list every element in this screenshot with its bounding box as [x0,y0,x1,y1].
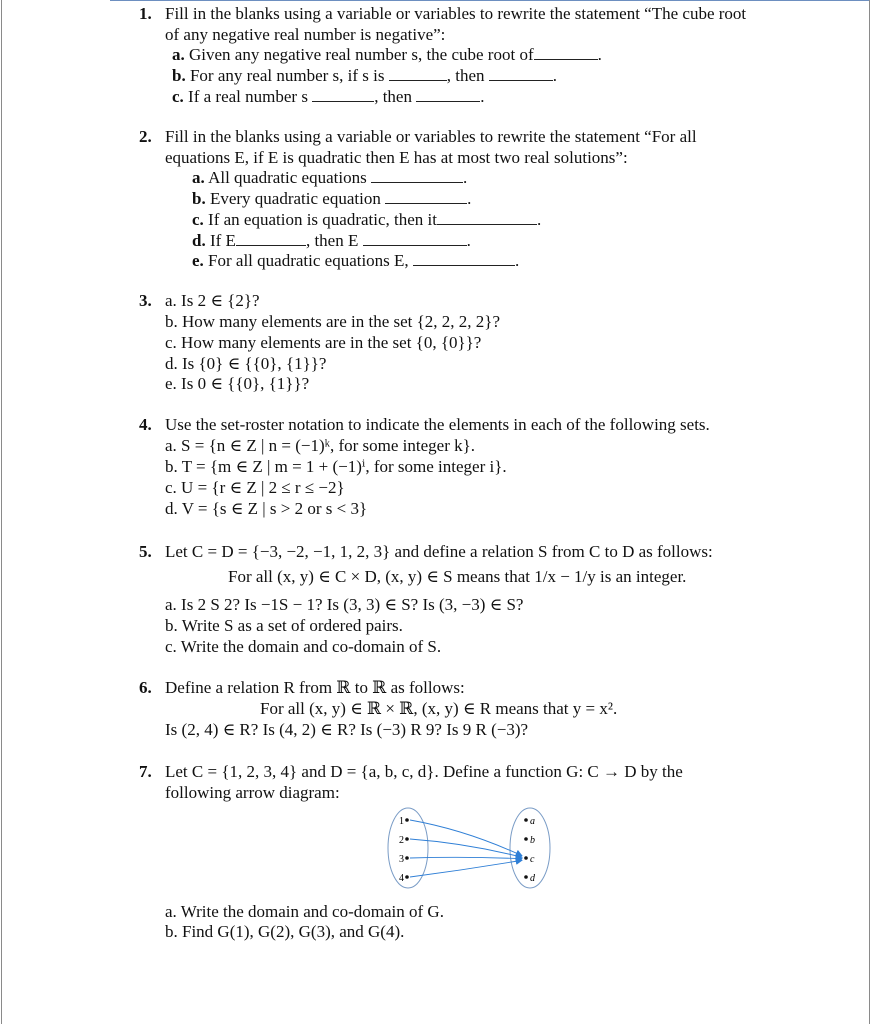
mapping-arrow [410,857,522,858]
problem-stem: equations E, if E is quadratic then E has at most two real solutions”: [165,148,628,167]
problem-stem: Let C = D = {−3, −2, −1, 1, 2, 3} and define a relation S from C to D as follows: [165,542,713,561]
relation-rule: For all (x, y) ∈ ℝ × ℝ, (x, y) ∈ R means that y = x². [260,699,618,718]
mapping-arrow [410,820,522,856]
item-b: b. How many elements are in the set {2, 2, 2, 2}? [165,312,500,331]
problem-stem: Fill in the blanks using a variable or variables to rewrite the statement “The cube root [165,4,747,23]
fill-blank[interactable] [489,65,553,81]
item-b: b. Write S as a set of ordered pairs. [165,616,403,635]
item-a: a. Given any negative real number s, the cube root of . [172,45,602,64]
item-d: d. If E , then E . [192,231,471,250]
arrow-diagram [384,804,554,894]
item-c: c. U = {r ∈ Z | 2 ≤ r ≤ −2} [165,478,345,497]
item-c: c. If an equation is quadratic, then it . [192,210,542,229]
item-a: a. Write the domain and co-domain of G. [165,902,444,921]
codomain-dot [524,875,528,879]
fill-blank[interactable] [371,167,463,183]
item-e: e. For all quadratic equations E, . [192,251,520,270]
item-c: c. How many elements are in the set {0, {0}}? [165,333,482,352]
fill-blank[interactable] [416,86,480,102]
item-e: e. Is 0 ∈ {{0}, {1}}? [165,374,310,393]
problem-number: 7. [139,762,152,781]
item-c: c. Write the domain and co-domain of S. [165,637,442,656]
item-b: b. T = {m ∈ Z | m = 1 + (−1)ⁱ, for some integer i}. [165,457,507,476]
problem-number: 1. [139,4,152,23]
item-c: c. If a real number s , then . [172,87,485,106]
problem-number: 5. [139,542,152,561]
codomain-label: c [530,854,535,865]
page-top-border [110,0,870,1]
problem-stem: Let C = {1, 2, 3, 4} and D = {a, b, c, d}. Define a function G: C → D by the [165,762,683,781]
problem-stem: of any negative real number is negative”: [165,25,446,44]
codomain-label: a [530,816,535,827]
item-d: d. Is {0} ∈ {{0}, {1}}? [165,354,327,373]
fill-blank[interactable] [413,250,515,266]
codomain-dot [524,818,528,822]
fill-blank[interactable] [312,86,374,102]
problem-number: 2. [139,127,152,146]
codomain-dot [524,856,528,860]
item-b: b. Every quadratic equation . [192,189,472,208]
fill-blank[interactable] [389,65,447,81]
page-right-border [869,0,870,1024]
domain-dot [405,856,409,860]
item-a: a. Is 2 ∈ {2}? [165,291,260,310]
item-a: a. S = {n ∈ Z | n = (−1)ᵏ, for some integer k}. [165,436,476,455]
problem-number: 4. [139,415,152,434]
item-b: b. For any real number s, if s is , then . [172,66,558,85]
fill-blank[interactable] [385,188,467,204]
codomain-label: b [530,835,535,846]
item-a: a. All quadratic equations . [192,168,468,187]
item-b: b. Find G(1), G(2), G(3), and G(4). [165,922,405,941]
fill-blank[interactable] [236,230,306,246]
codomain-label: d [530,873,535,884]
problem-question: Is (2, 4) ∈ R? Is (4, 2) ∈ R? Is (−3) R 9? Is 9 R (−3)? [165,720,529,739]
problem-stem: Define a relation R from ℝ to ℝ as follows: [165,678,465,697]
domain-label: 3 [399,854,404,865]
domain-label: 1 [399,816,404,827]
page-left-border [1,0,2,1024]
domain-dot [405,818,409,822]
problem-number: 3. [139,291,152,310]
fill-blank[interactable] [534,44,598,60]
problem-stem: following arrow diagram: [165,783,340,802]
item-d: d. V = {s ∈ Z | s > 2 or s < 3} [165,499,368,518]
problem-number: 6. [139,678,152,697]
domain-label: 2 [399,835,404,846]
problem-stem: Use the set-roster notation to indicate the elements in each of the following sets. [165,415,710,434]
relation-rule: For all (x, y) ∈ C × D, (x, y) ∈ S means that 1/x − 1/y is an integer. [228,567,687,586]
domain-dot [405,837,409,841]
codomain-dot [524,837,528,841]
fill-blank[interactable] [363,230,467,246]
domain-dot [405,875,409,879]
problem-stem: Fill in the blanks using a variable or variables to rewrite the statement “For all [165,127,697,146]
item-a: a. Is 2 S 2? Is −1S − 1? Is (3, 3) ∈ S? Is (3, −3) ∈ S? [165,595,524,614]
fill-blank[interactable] [437,209,537,225]
domain-label: 4 [399,873,404,884]
